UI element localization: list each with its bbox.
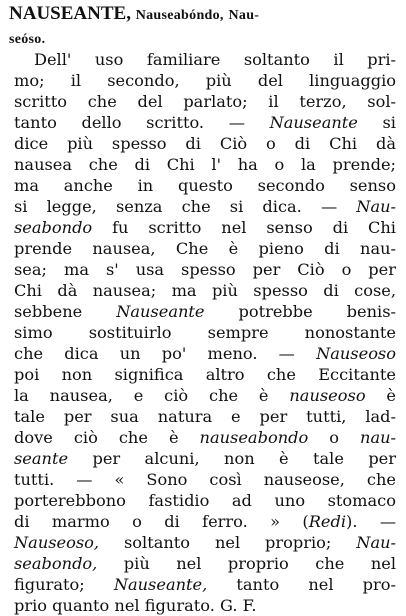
text-line — [14, 427, 396, 448]
text-segment: sea; ma s' usa spesso per Ciò o per — [14, 260, 396, 279]
text-segment: che dica un po' meno. — — [14, 344, 317, 363]
text-segment: tanto dello scritto. — — [14, 113, 270, 132]
text-line — [14, 322, 396, 343]
text-segment: scritto che del parlato; il terzo, sol- — [14, 92, 396, 111]
text-line — [14, 238, 396, 259]
text-segment: prende nausea, Che è pieno di nau- — [14, 239, 396, 258]
text-line — [14, 196, 396, 217]
text-line — [14, 343, 396, 364]
italic-term: Nauseoso, — [14, 533, 100, 552]
text-segment: si legge, senza che si dica. — — [14, 197, 357, 216]
headword-nauseoso-part1: Nau- — [228, 8, 260, 23]
italic-term: Nau- — [356, 533, 396, 552]
italic-term: Nau- — [356, 197, 396, 216]
text-segment: tutti. — « Sono così nauseose, che — [14, 470, 396, 489]
text-line — [14, 511, 396, 532]
italic-term: Nauseoso — [316, 344, 396, 363]
text-line — [14, 301, 396, 322]
italic-term: nauseabondo — [199, 428, 309, 447]
text-segment: Chi dà nausea; ma più spesso di cose, — [14, 281, 396, 300]
text-segment: figurato; — [14, 575, 114, 594]
text-segment: fu scritto nel senso di Chi — [92, 218, 396, 237]
text-line — [14, 574, 396, 595]
text-segment: la nausea, e ciò che è — [14, 386, 290, 405]
text-segment: mo; il secondo, più del linguaggio — [14, 71, 396, 90]
text-segment: porterebbono fastidio ad uno stomaco — [14, 491, 396, 510]
text-segment: è — [365, 386, 396, 405]
text-line — [14, 217, 396, 238]
text-line — [14, 280, 396, 301]
text-line — [14, 469, 396, 490]
text-line — [34, 49, 396, 70]
entry-heading — [9, 3, 401, 51]
text-segment: tale per sua natura e per tutti, lad- — [14, 407, 396, 426]
text-segment: simo sostituirlo sempre nonostante — [14, 323, 396, 342]
italic-term: Redi — [308, 512, 346, 531]
text-line — [14, 259, 396, 280]
text-segment: nausea che di Chi l' ha o la prende; — [14, 155, 396, 174]
text-segment: ). — — [346, 512, 397, 531]
italic-term: seabondo — [14, 218, 93, 237]
text-line — [14, 133, 396, 154]
text-segment: Dell' uso familiare soltanto il pri- — [34, 50, 396, 69]
text-segment: dove ciò che è — [14, 428, 200, 447]
text-segment: poi non significa altro che Eccitante — [14, 365, 396, 384]
text-line — [14, 448, 396, 469]
text-segment: si — [357, 113, 396, 132]
text-line — [14, 595, 396, 616]
text-line — [14, 175, 396, 196]
text-line — [14, 532, 396, 553]
text-segment: ma anche in questo secondo senso — [14, 176, 396, 195]
italic-term: nauseoso — [289, 386, 366, 405]
italic-term: seabondo, — [14, 554, 98, 573]
text-line — [14, 91, 396, 112]
text-segment: di marmo o di ferro. » ( — [14, 512, 309, 531]
text-line — [14, 154, 396, 175]
text-line — [14, 112, 396, 133]
text-line — [14, 70, 396, 91]
text-line — [14, 385, 396, 406]
headword-nauseoso-part2: seóso. — [9, 32, 46, 47]
text-segment: o — [308, 428, 361, 447]
italic-term: Nauseante, — [113, 575, 208, 594]
text-segment: prio quanto nel figurato. G. F. — [14, 596, 257, 615]
text-segment: potrebbe benis- — [204, 302, 396, 321]
italic-term: Nauseante — [269, 113, 358, 132]
italic-term: Nauseante — [116, 302, 205, 321]
text-line — [14, 364, 396, 385]
text-segment: dice più spesso di Ciò o di Chi dà — [14, 134, 396, 153]
text-segment: tanto nel pro- — [207, 575, 396, 594]
headword-nauseabondo: Nauseabóndo, — [135, 8, 224, 23]
text-segment: più nel proprio che nel — [97, 554, 396, 573]
text-segment: soltanto nel proprio; — [99, 533, 357, 552]
text-line — [14, 490, 396, 511]
text-line — [14, 553, 396, 574]
italic-term: seante — [14, 449, 69, 468]
headword-nauseante: NAUSEANTE, — [9, 3, 131, 24]
italic-term: nau- — [360, 428, 396, 447]
text-line — [14, 406, 396, 427]
text-segment: per alcuni, non è tale per — [68, 449, 396, 468]
text-segment: sebbene — [14, 302, 117, 321]
